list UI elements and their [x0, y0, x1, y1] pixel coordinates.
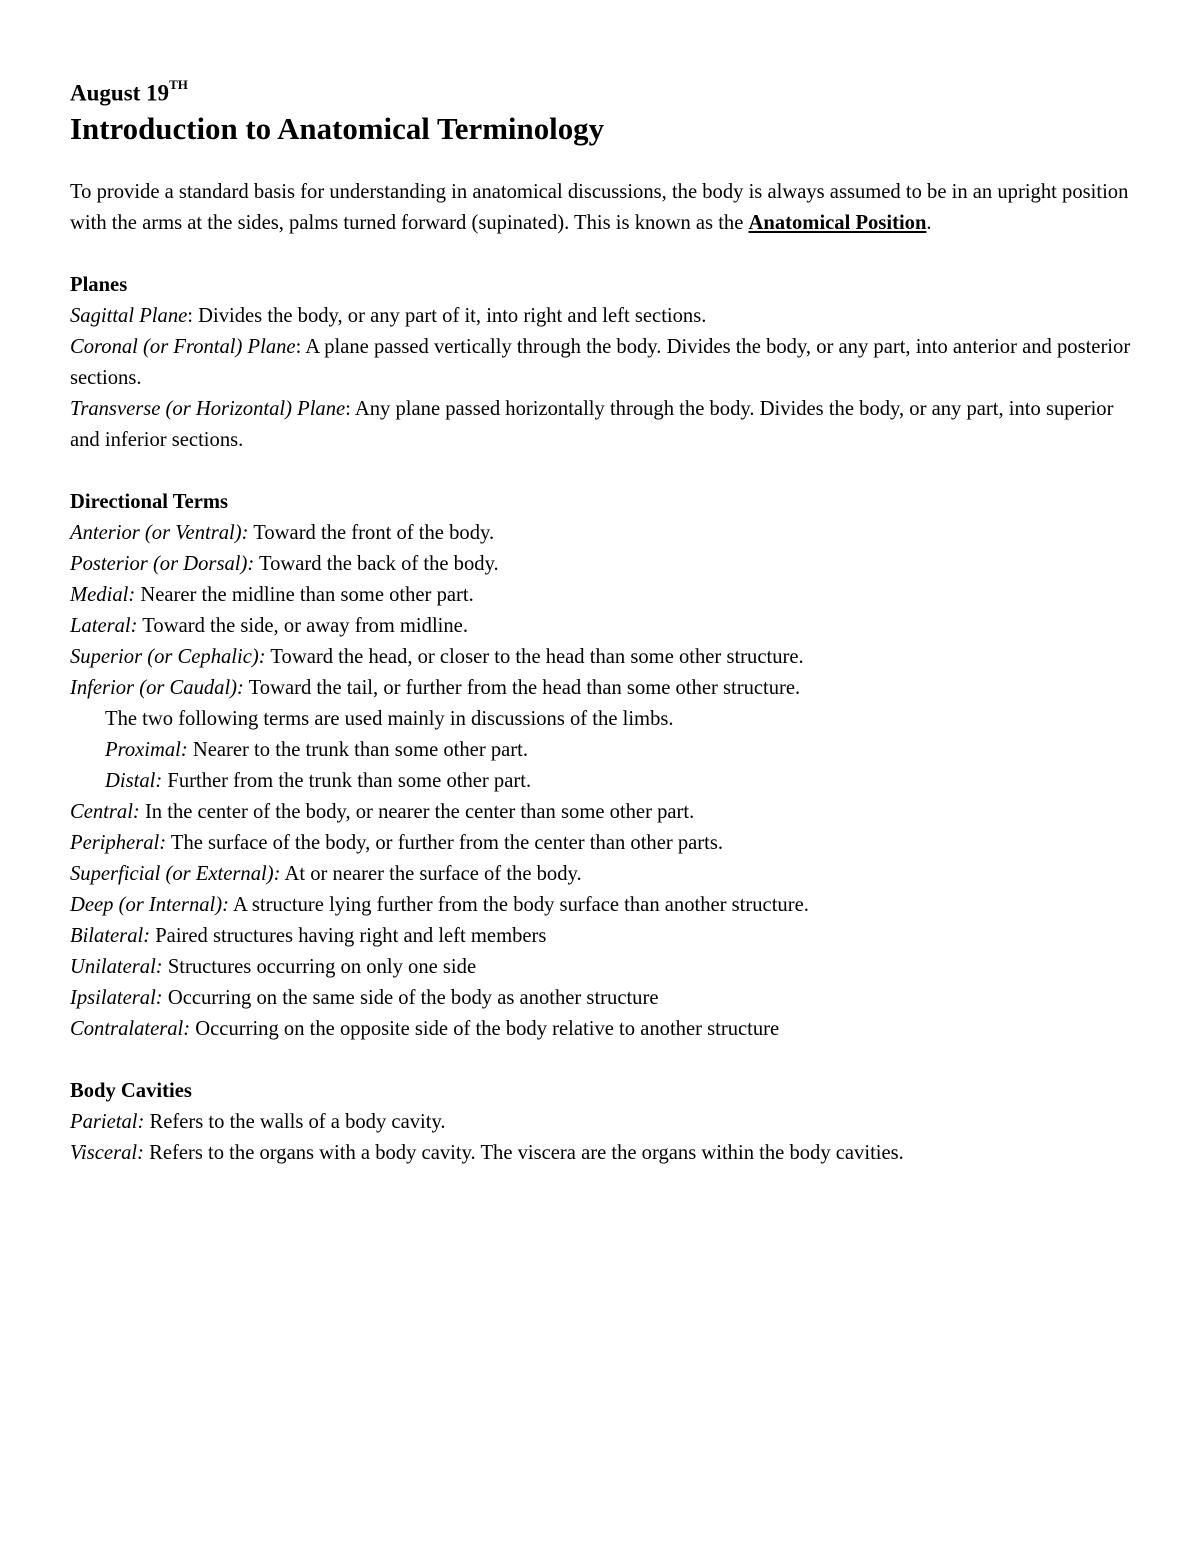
limbs-note: The two following terms are used mainly in discussions of the limbs. [105, 707, 674, 730]
directional-item: Ipsilateral: Occurring on the same side of the body as another structure [70, 986, 659, 1009]
planes-heading: Planes [70, 273, 128, 296]
date-superscript: TH [169, 77, 188, 92]
directional-item: Posterior (or Dorsal): Toward the back of the body. [70, 552, 499, 575]
directional-item: Central: In the center of the body, or nearer the center than some other part. [70, 800, 695, 823]
directional-item: Deep (or Internal): A structure lying further from the body surface than another structure. [70, 893, 809, 916]
document-page [70, 70, 1132, 1169]
limb-item: Distal: Further from the trunk than some other part. [105, 769, 532, 792]
page-date-heading: August 19TH [70, 77, 188, 106]
directional-item: Superficial (or External): At or nearer the surface of the body. [70, 862, 582, 885]
directional-terms-heading: Directional Terms [70, 490, 229, 513]
directional-item: Bilateral: Paired structures having right and left members [70, 924, 547, 947]
anatomical-position-term: Anatomical Position [748, 211, 927, 234]
limb-item: Proximal: Nearer to the trunk than some other part. [105, 738, 528, 761]
directional-item: Lateral: Toward the side, or away from midline. [70, 614, 468, 637]
plane-item: Transverse (or Horizontal) Plane: Any plane passed horizontally through the body. Divides the body, or any part, into superior and inferior sections. [70, 397, 1114, 451]
plane-item: Coronal (or Frontal) Plane: A plane passed vertically through the body. Divides the body, or any part, into anterior and posterior sections. [70, 335, 1131, 389]
body-cavities-heading: Body Cavities [70, 1079, 192, 1102]
directional-item: Unilateral: Structures occurring on only one side [70, 955, 477, 978]
directional-item: Superior (or Cephalic): Toward the head, or closer to the head than some other structure. [70, 645, 804, 668]
page-title: Introduction to Anatomical Terminology [70, 110, 605, 146]
directional-item: Contralateral: Occurring on the opposite side of the body relative to another structure [70, 1017, 780, 1040]
cavity-item: Visceral: Refers to the organs with a body cavity. The viscera are the organs within the body cavities. [70, 1141, 904, 1164]
directional-item: Peripheral: The surface of the body, or further from the center than other parts. [70, 831, 724, 854]
directional-item: Anterior (or Ventral): Toward the front of the body. [70, 521, 495, 544]
directional-item: Inferior (or Caudal): Toward the tail, or further from the head than some other structure. [70, 676, 801, 699]
intro-paragraph: To provide a standard basis for understanding in anatomical discussions, the body is always assumed to be in an upright position with the arms at the sides, palms turned forward (supinated). This is known as the Anatomical Position. [70, 180, 1129, 234]
cavity-item: Parietal: Refers to the walls of a body cavity. [70, 1110, 446, 1133]
plane-item: Sagittal Plane: Divides the body, or any part of it, into right and left sections. [70, 304, 707, 327]
directional-item: Medial: Nearer the midline than some other part. [70, 583, 474, 606]
